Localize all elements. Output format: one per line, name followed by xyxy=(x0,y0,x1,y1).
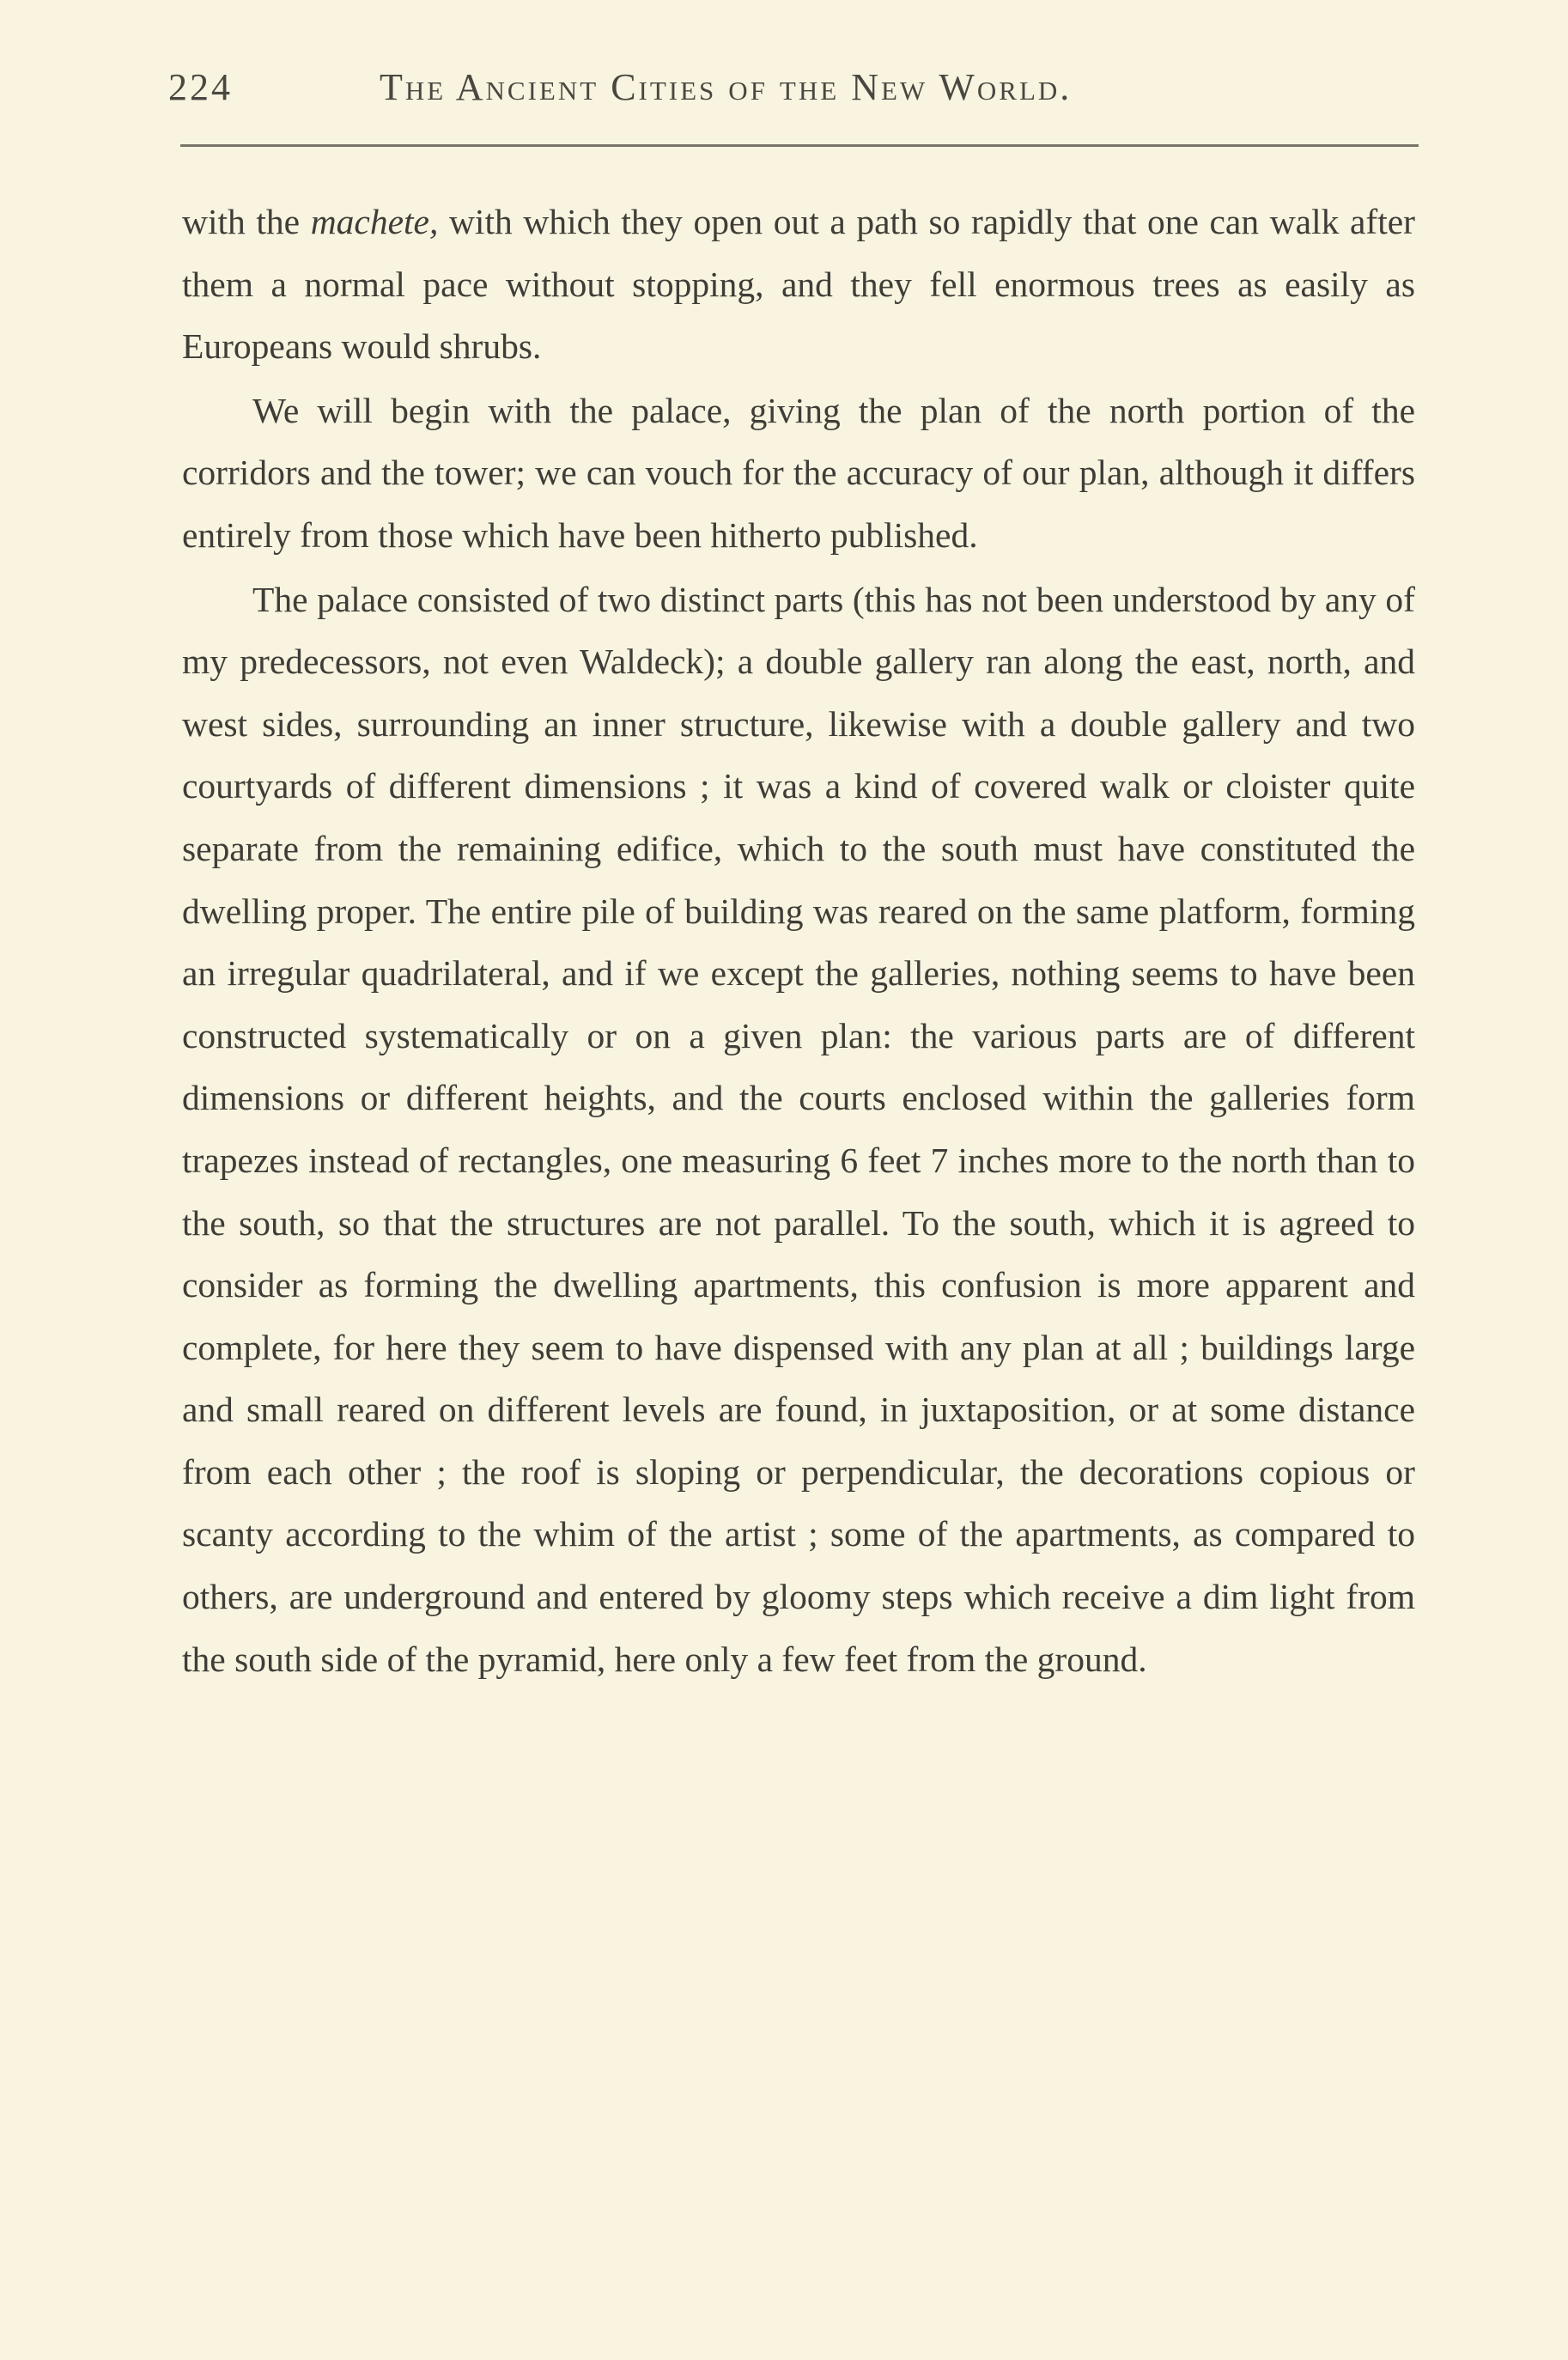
paragraph-2: We will begin with the palace, giving the plan of the north portion of the corridors and the tower; we can vouch for the accuracy of our plan, although it differs entirely from those which have been hitherto published. xyxy=(182,390,1415,555)
italic-term-machete: machete, xyxy=(310,202,439,241)
page-header xyxy=(168,65,1413,117)
page-number: 224 xyxy=(168,66,233,108)
paragraph-3: The palace consisted of two distinct parts (this has not been understood by any of my predecessors, not even Waldeck); a double gallery ran along the east, north, and west sides, surrounding an inner structure, likewise with a double gallery and two courtyards of different dimensions ; it was a kind of covered walk or cloister quite separate from the remaining edifice, which to the south must have constituted the dwelling proper. The entire pile of building was reared on the same platform, forming an irregular quadrilateral, and if we except the galleries, nothing seems to have been constructed systematically or on a given plan: the various parts are of different dimensions or different heights, and the courts enclosed within the galleries form trapezes instead of rectangles, one measuring 6 feet 7 inches more to the north than to the south, so that the structures are not parallel. To the south, which it is agreed to consider as forming the dwelling apartments, this confusion is more apparent and complete, for here they seem to have dispensed with any plan at all ; buildings large and small reared on different levels are found, in juxtaposition, or at some distance from each other ; the roof is sloping or perpendicular, the decorations copious or scanty according to the whim of the artist ; some of the apartments, as compared to others, are underground and entered by gloomy steps which receive a dim light from the south side of the pyramid, here only a few feet from the ground. xyxy=(182,579,1415,1679)
paragraph-1-start: with the xyxy=(182,202,311,241)
body-text xyxy=(182,191,1415,1690)
paragraph-1-rest: with which they open out a path so rapidly that one can walk after them a normal pace without stopping, and they fell enormous trees as easily as Europeans would shrubs. xyxy=(182,202,1415,367)
header-rule xyxy=(180,144,1419,147)
running-title: The Ancient Cities of the New World. xyxy=(380,66,1073,108)
paragraph-1 xyxy=(182,191,1415,378)
